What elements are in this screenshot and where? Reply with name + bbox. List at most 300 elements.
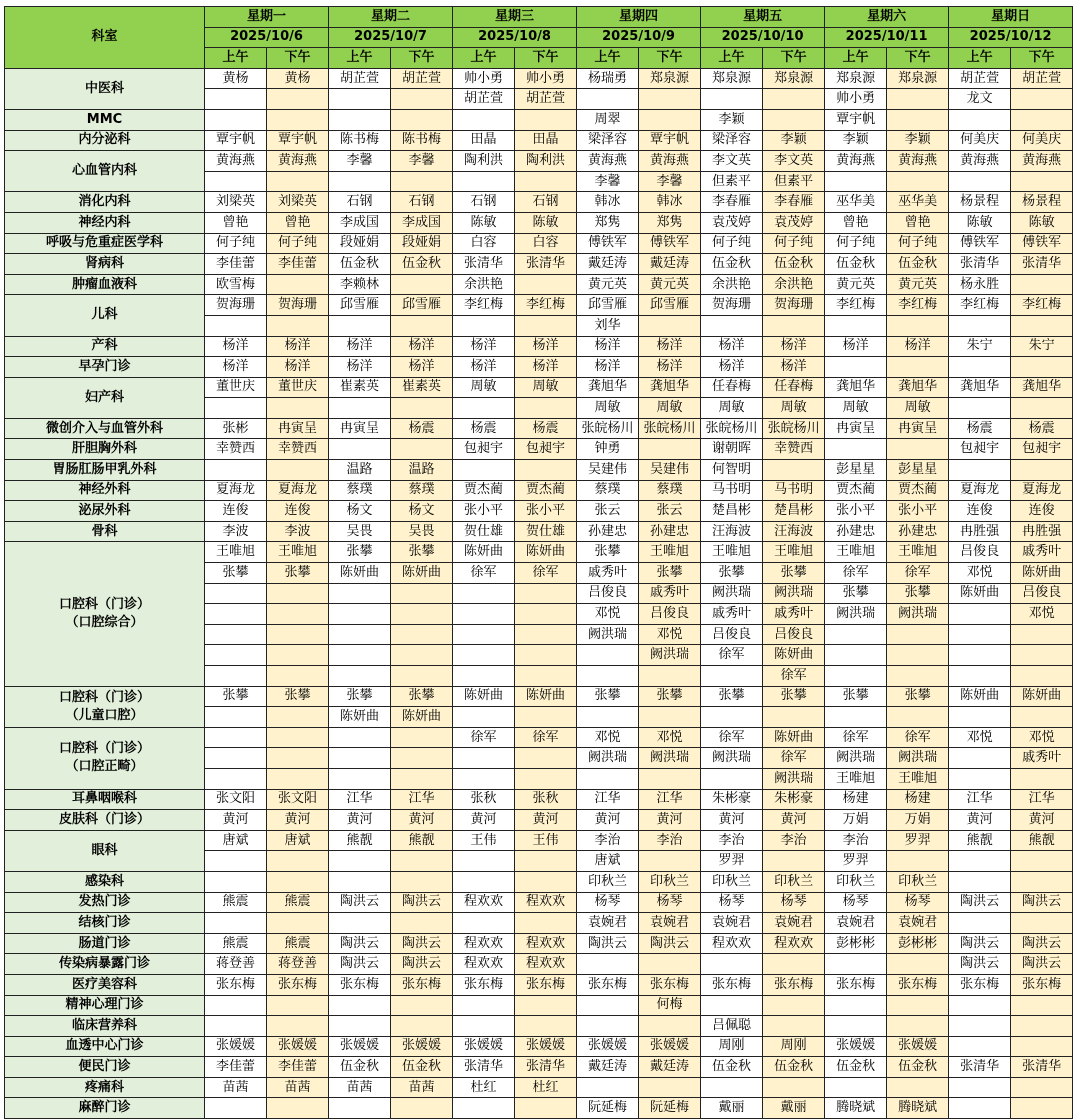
doctor-cell: 伍金秋 [763, 1057, 825, 1078]
doctor-cell [453, 768, 515, 789]
doctor-cell: 苗茜 [329, 1077, 391, 1098]
doctor-cell: 熊震 [267, 892, 329, 913]
doctor-cell [577, 954, 639, 975]
doctor-cell: 徐军 [515, 727, 577, 748]
doctor-cell [205, 645, 267, 666]
doctor-cell: 段娅娟 [329, 233, 391, 254]
doctor-cell: 张东梅 [453, 974, 515, 995]
table-row [5, 68, 1073, 89]
doctor-cell [639, 851, 701, 872]
doctor-cell [577, 707, 639, 728]
doctor-cell [391, 439, 453, 460]
doctor-cell: 张文阳 [267, 789, 329, 810]
doctor-cell [701, 995, 763, 1016]
doctor-cell [391, 666, 453, 687]
doctor-cell [825, 171, 887, 192]
doctor-cell: 黄海燕 [887, 151, 949, 172]
doctor-cell: 李春雁 [763, 192, 825, 213]
doctor-cell: 董世庆 [205, 377, 267, 398]
doctor-cell [391, 398, 453, 419]
doctor-cell [825, 624, 887, 645]
doctor-cell: 蔡璞 [329, 480, 391, 501]
doctor-cell: 杨文 [329, 501, 391, 522]
doctor-cell: 李成国 [329, 212, 391, 233]
doctor-cell: 曾艳 [887, 212, 949, 233]
doctor-cell: 陈妍曲 [391, 707, 453, 728]
doctor-cell: 董世庆 [267, 377, 329, 398]
doctor-cell: 彭彬彬 [887, 933, 949, 954]
doctor-cell [391, 315, 453, 336]
doctor-cell: 张东梅 [763, 974, 825, 995]
doctor-cell: 黄河 [329, 810, 391, 831]
doctor-cell [825, 1016, 887, 1037]
doctor-cell: 戴丽 [763, 1098, 825, 1119]
doctor-cell: 伍金秋 [329, 254, 391, 275]
doctor-cell: 贺仕雄 [453, 521, 515, 542]
day-name-header: 星期五 [701, 7, 825, 28]
doctor-cell [1011, 315, 1073, 336]
pm-header: 下午 [1011, 48, 1073, 69]
doctor-cell [267, 624, 329, 645]
doctor-cell [205, 851, 267, 872]
doctor-cell: 王唯旭 [267, 542, 329, 563]
doctor-cell: 石钢 [515, 192, 577, 213]
doctor-cell [453, 913, 515, 934]
doctor-cell: 伍金秋 [391, 1057, 453, 1078]
doctor-cell: 郑泉源 [639, 68, 701, 89]
doctor-cell: 王唯旭 [763, 542, 825, 563]
doctor-cell: 李颖 [701, 109, 763, 130]
doctor-cell: 江华 [1011, 789, 1073, 810]
doctor-cell: 阙洪瑞 [825, 748, 887, 769]
doctor-cell: 周刚 [763, 1036, 825, 1057]
doctor-cell: 杨洋 [329, 357, 391, 378]
doctor-cell: 张攀 [639, 686, 701, 707]
doctor-cell: 龚旭华 [1011, 377, 1073, 398]
doctor-cell: 何梅 [639, 995, 701, 1016]
doctor-cell: 但素平 [701, 171, 763, 192]
doctor-cell: 曾艳 [825, 212, 887, 233]
doctor-cell: 黄河 [639, 810, 701, 831]
doctor-cell [329, 1098, 391, 1119]
doctor-cell: 段娅娟 [391, 233, 453, 254]
doctor-cell: 张媛媛 [267, 1036, 329, 1057]
doctor-cell: 杨洋 [205, 357, 267, 378]
doctor-cell: 陈妍曲 [391, 563, 453, 584]
doctor-cell [701, 89, 763, 110]
doctor-cell: 幸赞西 [205, 439, 267, 460]
doctor-cell: 戴丽 [701, 1098, 763, 1119]
doctor-cell: 李治 [577, 830, 639, 851]
doctor-cell: 贾杰蔺 [887, 480, 949, 501]
doctor-cell: 杨震 [1011, 418, 1073, 439]
doctor-cell: 伍金秋 [887, 1057, 949, 1078]
doctor-cell: 韩冰 [577, 192, 639, 213]
doctor-cell: 彭彬彬 [825, 933, 887, 954]
doctor-cell [949, 357, 1011, 378]
doctor-cell: 周敏 [453, 377, 515, 398]
doctor-cell [515, 604, 577, 625]
department-cell: 消化内科 [5, 192, 205, 213]
doctor-cell [205, 871, 267, 892]
doctor-cell [515, 274, 577, 295]
doctor-cell [949, 995, 1011, 1016]
doctor-cell: 杨洋 [763, 357, 825, 378]
doctor-cell [949, 645, 1011, 666]
doctor-cell: 贺海珊 [763, 295, 825, 316]
doctor-cell: 王唯旭 [887, 768, 949, 789]
doctor-cell: 但素平 [763, 171, 825, 192]
doctor-cell: 杨景程 [949, 192, 1011, 213]
doctor-cell: 包昶宇 [949, 439, 1011, 460]
am-header: 上午 [949, 48, 1011, 69]
doctor-cell: 陈敏 [1011, 212, 1073, 233]
doctor-cell: 徐军 [453, 563, 515, 584]
doctor-schedule-table [4, 6, 1073, 1119]
doctor-cell [453, 645, 515, 666]
doctor-cell: 张秋 [453, 789, 515, 810]
doctor-cell: 孙建忠 [577, 521, 639, 542]
doctor-cell: 曾艳 [205, 212, 267, 233]
doctor-cell: 熊靓 [1011, 830, 1073, 851]
doctor-cell [267, 995, 329, 1016]
doctor-cell [205, 583, 267, 604]
department-cell: 神经内科 [5, 212, 205, 233]
doctor-cell [267, 89, 329, 110]
table-row [5, 1077, 1073, 1098]
doctor-cell: 程欢欢 [515, 954, 577, 975]
doctor-cell [763, 1016, 825, 1037]
doctor-cell: 张媛媛 [639, 1036, 701, 1057]
table-row [5, 830, 1073, 851]
doctor-cell: 伍金秋 [329, 1057, 391, 1078]
doctor-cell [825, 315, 887, 336]
doctor-cell: 楚昌彬 [763, 501, 825, 522]
doctor-cell: 梁泽容 [701, 130, 763, 151]
doctor-cell: 黄杨 [267, 68, 329, 89]
doctor-cell: 黄元英 [887, 274, 949, 295]
doctor-cell: 龚旭华 [825, 377, 887, 398]
doctor-cell: 苗茜 [205, 1077, 267, 1098]
doctor-cell: 巫华美 [887, 192, 949, 213]
doctor-cell [701, 666, 763, 687]
day-name-header: 星期二 [329, 7, 453, 28]
table-row [5, 789, 1073, 810]
doctor-cell: 陶洪云 [329, 954, 391, 975]
doctor-cell: 李颖 [763, 130, 825, 151]
doctor-cell: 杨琴 [577, 892, 639, 913]
doctor-cell [267, 604, 329, 625]
department-cell: 呼吸与危重症医学科 [5, 233, 205, 254]
doctor-cell [949, 398, 1011, 419]
table-row [5, 212, 1073, 233]
doctor-cell [205, 315, 267, 336]
department-cell: 神经外科 [5, 480, 205, 501]
doctor-cell: 张东梅 [577, 974, 639, 995]
doctor-cell [949, 171, 1011, 192]
doctor-cell: 蒋登善 [205, 954, 267, 975]
doctor-cell [577, 1016, 639, 1037]
doctor-cell: 张攀 [887, 583, 949, 604]
doctor-cell: 陈妍曲 [515, 542, 577, 563]
doctor-cell: 张东梅 [887, 974, 949, 995]
doctor-cell: 包昶宇 [515, 439, 577, 460]
doctor-cell [453, 398, 515, 419]
doctor-cell [515, 768, 577, 789]
table-row [5, 274, 1073, 295]
doctor-cell: 黄河 [453, 810, 515, 831]
doctor-cell [453, 748, 515, 769]
doctor-cell: 张东梅 [329, 974, 391, 995]
department-cell: 泌尿外科 [5, 501, 205, 522]
am-header: 上午 [453, 48, 515, 69]
doctor-cell: 刘梁英 [205, 192, 267, 213]
department-cell [5, 727, 205, 789]
doctor-cell: 杨洋 [453, 357, 515, 378]
doctor-cell: 罗羿 [701, 851, 763, 872]
doctor-cell: 江华 [577, 789, 639, 810]
table-row [5, 439, 1073, 460]
doctor-cell: 汪海波 [701, 521, 763, 542]
doctor-cell [825, 666, 887, 687]
doctor-cell [391, 871, 453, 892]
doctor-cell: 腾晓斌 [825, 1098, 887, 1119]
doctor-cell [577, 768, 639, 789]
department-cell: 眼科 [5, 830, 205, 871]
doctor-cell: 陶洪云 [949, 954, 1011, 975]
doctor-cell: 张清华 [515, 254, 577, 275]
doctor-cell: 张皖杨川 [701, 418, 763, 439]
doctor-cell: 李馨 [577, 171, 639, 192]
doctor-cell: 伍金秋 [701, 254, 763, 275]
doctor-cell: 周敏 [639, 398, 701, 419]
doctor-cell [515, 1098, 577, 1119]
department-cell: MMC [5, 109, 205, 130]
doctor-cell [205, 171, 267, 192]
doctor-cell: 傅铁军 [577, 233, 639, 254]
doctor-cell: 戚秀叶 [1011, 748, 1073, 769]
doctor-cell: 夏海龙 [205, 480, 267, 501]
doctor-cell: 杨洋 [391, 336, 453, 357]
table-row [5, 501, 1073, 522]
doctor-cell: 冉胜强 [1011, 521, 1073, 542]
department-cell: 疼痛科 [5, 1077, 205, 1098]
doctor-cell: 苗茜 [391, 1077, 453, 1098]
doctor-cell [949, 748, 1011, 769]
doctor-cell [205, 460, 267, 481]
doctor-cell: 傅铁军 [949, 233, 1011, 254]
doctor-cell [205, 707, 267, 728]
doctor-cell [329, 851, 391, 872]
doctor-cell [887, 171, 949, 192]
doctor-cell: 郑隽 [639, 212, 701, 233]
doctor-cell: 石钢 [391, 192, 453, 213]
doctor-cell [949, 1036, 1011, 1057]
doctor-cell [205, 109, 267, 130]
department-name-line: 口腔科（门诊） [58, 689, 150, 705]
doctor-cell: 李颖 [825, 130, 887, 151]
doctor-cell: 李馨 [329, 151, 391, 172]
doctor-cell [267, 666, 329, 687]
doctor-cell: 阙洪瑞 [763, 768, 825, 789]
doctor-cell: 戚秀叶 [639, 583, 701, 604]
doctor-cell [391, 851, 453, 872]
doctor-cell: 陶洪云 [329, 933, 391, 954]
table-row [5, 810, 1073, 831]
doctor-cell: 吴建伟 [577, 460, 639, 481]
dept-column-header: 科室 [5, 7, 205, 69]
doctor-cell: 杨震 [453, 418, 515, 439]
day-name-header: 星期三 [453, 7, 577, 28]
department-cell: 皮肤科（门诊） [5, 810, 205, 831]
department-cell: 医疗美容科 [5, 974, 205, 995]
doctor-cell [329, 1016, 391, 1037]
doctor-cell [329, 645, 391, 666]
doctor-cell: 何美庆 [949, 130, 1011, 151]
doctor-cell: 印秋兰 [825, 871, 887, 892]
doctor-cell: 李馨 [391, 151, 453, 172]
doctor-cell: 戴廷涛 [577, 1057, 639, 1078]
doctor-cell: 邓悦 [639, 624, 701, 645]
doctor-cell: 陶洪云 [391, 933, 453, 954]
department-cell: 胃肠肛肠甲乳外科 [5, 460, 205, 481]
doctor-cell: 李治 [763, 830, 825, 851]
doctor-cell: 袁婉君 [887, 913, 949, 934]
doctor-cell: 戴廷涛 [577, 254, 639, 275]
doctor-cell: 周敏 [577, 398, 639, 419]
doctor-cell [205, 768, 267, 789]
doctor-cell: 黄元英 [577, 274, 639, 295]
am-header: 上午 [701, 48, 763, 69]
doctor-cell: 王唯旭 [825, 768, 887, 789]
department-cell [5, 686, 205, 727]
doctor-cell: 杨洋 [453, 336, 515, 357]
doctor-cell [887, 666, 949, 687]
doctor-cell: 熊震 [205, 933, 267, 954]
doctor-cell [391, 748, 453, 769]
doctor-cell [949, 315, 1011, 336]
doctor-cell [701, 954, 763, 975]
doctor-cell: 王唯旭 [701, 542, 763, 563]
doctor-cell [329, 439, 391, 460]
doctor-cell [453, 1016, 515, 1037]
doctor-cell: 杨洋 [763, 336, 825, 357]
doctor-cell [887, 851, 949, 872]
doctor-cell [763, 89, 825, 110]
doctor-cell: 陈妍曲 [1011, 563, 1073, 584]
doctor-cell [577, 89, 639, 110]
doctor-cell [329, 768, 391, 789]
day-name-header: 星期四 [577, 7, 701, 28]
doctor-cell: 张清华 [453, 254, 515, 275]
doctor-cell: 陈妍曲 [949, 686, 1011, 707]
doctor-cell: 陈书梅 [391, 130, 453, 151]
doctor-cell: 李佳蕾 [205, 254, 267, 275]
doctor-cell: 崔素英 [329, 377, 391, 398]
pm-header: 下午 [887, 48, 949, 69]
doctor-cell [329, 315, 391, 336]
table-row [5, 892, 1073, 913]
doctor-cell [453, 583, 515, 604]
table-row [5, 521, 1073, 542]
doctor-cell [267, 274, 329, 295]
doctor-cell [329, 666, 391, 687]
doctor-cell: 张东梅 [391, 974, 453, 995]
doctor-cell [949, 1077, 1011, 1098]
doctor-cell: 朱彬豪 [701, 789, 763, 810]
doctor-cell [1011, 1016, 1073, 1037]
doctor-cell [639, 666, 701, 687]
doctor-cell [391, 109, 453, 130]
doctor-cell: 陈敏 [453, 212, 515, 233]
doctor-cell [949, 1016, 1011, 1037]
doctor-cell: 黄海燕 [825, 151, 887, 172]
doctor-cell: 黄河 [701, 810, 763, 831]
doctor-cell: 覃宇帆 [267, 130, 329, 151]
doctor-cell [267, 748, 329, 769]
doctor-cell: 张攀 [205, 686, 267, 707]
doctor-cell: 印秋兰 [639, 871, 701, 892]
doctor-cell [887, 357, 949, 378]
doctor-cell: 吴建伟 [639, 460, 701, 481]
doctor-cell: 张东梅 [515, 974, 577, 995]
doctor-cell: 梁泽容 [577, 130, 639, 151]
doctor-cell: 袁婉君 [825, 913, 887, 934]
doctor-cell: 戴廷涛 [639, 1057, 701, 1078]
doctor-cell [391, 274, 453, 295]
doctor-cell [1011, 357, 1073, 378]
doctor-cell: 邓悦 [639, 727, 701, 748]
doctor-cell: 韩冰 [639, 192, 701, 213]
doctor-cell [949, 604, 1011, 625]
doctor-cell: 万娟 [887, 810, 949, 831]
doctor-cell: 阙洪瑞 [763, 583, 825, 604]
doctor-cell: 孙建忠 [887, 521, 949, 542]
table-row [5, 151, 1073, 172]
doctor-cell: 陈书梅 [329, 130, 391, 151]
doctor-cell: 李红梅 [949, 295, 1011, 316]
table-row [5, 233, 1073, 254]
doctor-cell [949, 871, 1011, 892]
department-name-line: 口腔科（门诊） [58, 741, 150, 757]
doctor-cell: 李红梅 [453, 295, 515, 316]
doctor-cell: 杨建 [825, 789, 887, 810]
doctor-cell: 幸赞西 [267, 439, 329, 460]
doctor-cell: 连俊 [1011, 501, 1073, 522]
doctor-cell: 杨洋 [267, 357, 329, 378]
doctor-cell: 李治 [639, 830, 701, 851]
doctor-cell: 张清华 [949, 1057, 1011, 1078]
doctor-cell [515, 851, 577, 872]
doctor-cell: 陶洪云 [639, 933, 701, 954]
doctor-cell: 张攀 [391, 686, 453, 707]
doctor-cell: 杨琴 [701, 892, 763, 913]
doctor-cell: 张媛媛 [825, 1036, 887, 1057]
doctor-cell: 白容 [515, 233, 577, 254]
doctor-cell [329, 583, 391, 604]
schedule-body [5, 7, 1073, 1119]
department-cell: 肾病科 [5, 254, 205, 275]
doctor-cell [515, 109, 577, 130]
doctor-cell: 戴廷涛 [639, 254, 701, 275]
doctor-cell: 吕佩聪 [701, 1016, 763, 1037]
table-row [5, 686, 1073, 707]
department-cell: 便民门诊 [5, 1057, 205, 1078]
doctor-cell [267, 645, 329, 666]
department-cell: 耳鼻咽喉科 [5, 789, 205, 810]
doctor-cell: 杨景程 [1011, 192, 1073, 213]
doctor-cell: 周刚 [701, 1036, 763, 1057]
